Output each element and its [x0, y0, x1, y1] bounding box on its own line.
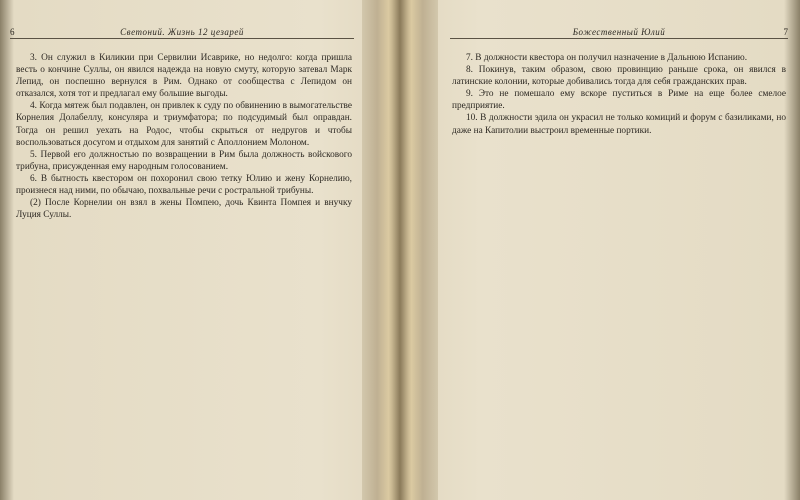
right-page-text: [452, 52, 786, 492]
left-page-header: [10, 27, 354, 41]
paragraph: 7. В должности квестора он получил назначение в Дальнюю Испанию.: [466, 53, 748, 63]
right-page: [434, 0, 800, 500]
paragraph: 8. Покинув, таким образом, свою провинцию раньше срока, он явился в латинские колонии, которые добивались тогда для себя гражданских прав.: [452, 65, 786, 88]
paragraph: (2) После Корнелии он взял в жены Помпею, дочь Квинта Помпея и внучку Луция Суллы.: [16, 198, 352, 221]
paragraph: 6. В бытность квестором он похоронил свою тетку Юлию и жену Корнелию, произнеся над ними, по обычаю, похвальные речи с ростральной трибуны.: [16, 173, 352, 197]
paragraph: 10. В должности эдила он украсил не только комиций и форум с базиликами, но даже на Капитолии выстроил временные портики.: [452, 113, 786, 136]
left-header-rule: [10, 38, 354, 39]
right-page-header: [450, 27, 788, 41]
right-running-title: Божественный Юлий: [572, 27, 666, 37]
book-gutter: [362, 0, 438, 500]
paragraph: 5. Первой его должностью по возвращении в Рим была должность войскового трибуна, присужденная ему народным голосованием.: [16, 149, 352, 172]
paragraph: 4. Когда мятеж был подавлен, он привлек к суду по обвинению в вымогательстве Корнелия Долабеллу, консуляра и триумфатора; по подсудимый был оправдан. Тогда он решил уехать на Родос, чтобы скрыться от недругов и чтобы воспользоваться досугом и отдыхом для занятий с Аполлонием Молоном.: [16, 101, 352, 148]
left-page: [0, 0, 368, 500]
right-header-rule: [450, 38, 788, 39]
paragraph: 9. Это не помешало ему вскоре пуститься в Риме на еще более смелое предприятие.: [452, 89, 786, 112]
left-page-number: 6: [10, 27, 15, 37]
left-page-text: [16, 52, 352, 492]
paragraph: 3. Он служил в Киликии при Сервилии Исаврике, но недолго: когда пришла весть о кончине Суллы, он явился надежда на новую смуту, которую затевал Марк Лепид, он поспешно вернулся в Рим. Однако от сообщества с Лепидом он отказался, хотя тот и предлагал ему большие выгоды.: [16, 53, 352, 100]
right-page-number: 7: [783, 27, 788, 37]
left-running-title: Светоний. Жизнь 12 цезарей: [120, 27, 244, 37]
